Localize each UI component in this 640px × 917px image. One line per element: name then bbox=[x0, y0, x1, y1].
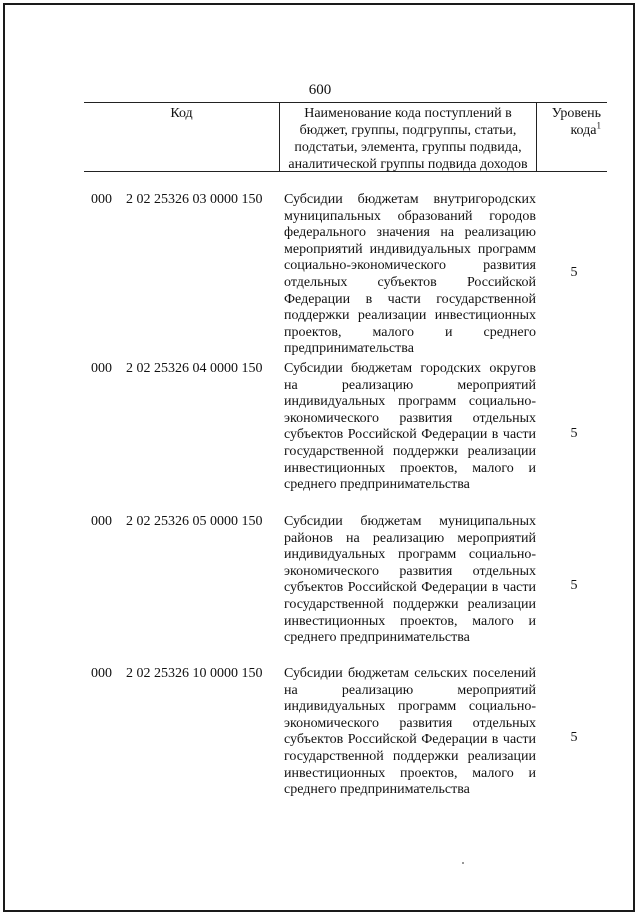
row-admin-code: 000 bbox=[91, 666, 112, 681]
row-income-code: 2 02 25326 10 0000 150 bbox=[126, 666, 263, 681]
row-description: Субсидии бюджетам внутригородских муниципальных образований городов федерального значения на реализацию мероприятий индивидуальных программ социально-экономического развития отдельных субъектов Российской Федерации в части государственной поддержки реализации инвестиционных проектов, малого и среднего предпринимательства bbox=[284, 192, 536, 357]
row-description: Субсидии бюджетам городских округов на реализацию мероприятий индивидуальных программ социально-экономического развития отдельных субъектов Российской Федерации в части государственной поддержки реализации инвестиционных проектов, малого и среднего предпринимательства bbox=[284, 361, 536, 493]
row-income-code: 2 02 25326 03 0000 150 bbox=[126, 192, 263, 207]
page-number: 600 bbox=[308, 82, 332, 98]
table-header bbox=[84, 102, 607, 172]
row-income-code: 2 02 25326 04 0000 150 bbox=[126, 361, 263, 376]
row-description: Субсидии бюджетам муниципальных районов на реализацию мероприятий индивидуальных программ социально-экономического развития отдельных субъектов Российской Федерации в части государственной поддержки реализации инвестиционных проектов, малого и среднего предпринимательства bbox=[284, 514, 536, 646]
row-admin-code: 000 bbox=[91, 361, 112, 376]
scan-speck bbox=[462, 862, 464, 864]
header-level bbox=[537, 103, 607, 171]
row-income-code: 2 02 25326 05 0000 150 bbox=[126, 514, 263, 529]
row-level: 5 bbox=[570, 578, 578, 593]
header-name: Наименование кода поступлений в бюджет, группы, подгруппы, статьи, подстатьи, элемента, группы подвида, аналитической группы подвида доходов bbox=[280, 103, 537, 171]
row-level: 5 bbox=[570, 730, 578, 745]
row-description: Субсидии бюджетам сельских поселений на реализацию мероприятий индивидуальных программ социально-экономического развития отдельных субъектов Российской Федерации в части государственной поддержки реализации инвестиционных проектов, малого и среднего предпринимательства bbox=[284, 666, 536, 798]
header-level-label: Уровень кода bbox=[551, 106, 601, 138]
row-level: 5 bbox=[570, 265, 578, 280]
header-level-footnote: 1 bbox=[596, 120, 601, 131]
row-admin-code: 000 bbox=[91, 514, 112, 529]
header-code: Код bbox=[84, 103, 280, 171]
row-admin-code: 000 bbox=[91, 192, 112, 207]
row-level: 5 bbox=[570, 426, 578, 441]
